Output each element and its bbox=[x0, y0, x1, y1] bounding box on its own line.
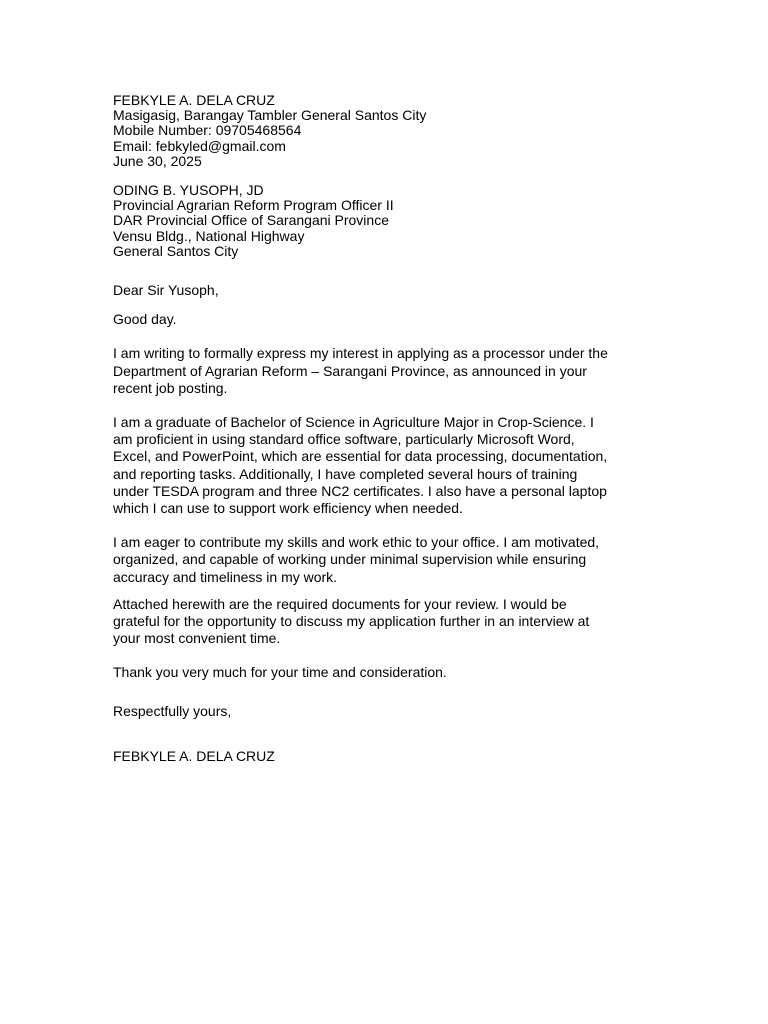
recipient-office: DAR Provincial Office of Sarangani Province bbox=[113, 212, 389, 229]
greeting: Good day. bbox=[113, 311, 177, 328]
paragraph-line: organized, and capable of working under minimal supervision while ensuring bbox=[113, 551, 587, 568]
paragraph-line: your most convenient time. bbox=[113, 630, 281, 647]
signature-name: FEBKYLE A. DELA CRUZ bbox=[113, 747, 275, 764]
paragraph-line: under TESDA program and three NC2 certificates. I also have a personal laptop bbox=[113, 482, 607, 499]
paragraph-line: and reporting tasks. Additionally, I have completed several hours of training bbox=[113, 465, 578, 482]
paragraph-interest bbox=[113, 345, 653, 397]
paragraph-thanks: Thank you very much for your time and consideration. bbox=[113, 664, 447, 681]
paragraph-line: Excel, and PowerPoint, which are essential for data processing, documentation, bbox=[113, 448, 608, 465]
recipient-city: General Santos City bbox=[113, 242, 239, 259]
paragraph-attachments bbox=[113, 596, 653, 648]
sender-address: Masigasig, Barangay Tambler General Santos City bbox=[113, 107, 427, 124]
paragraph-line: Department of Agrarian Reform – Sarangani Province, as announced in your bbox=[113, 362, 587, 379]
sender-mobile: Mobile Number: 09705468564 bbox=[113, 122, 302, 139]
paragraph-line: accuracy and timeliness in my work. bbox=[113, 568, 338, 585]
recipient-position: Provincial Agrarian Reform Program Officer II bbox=[113, 197, 394, 214]
paragraph-line: I am a graduate of Bachelor of Science in Agriculture Major in Crop-Science. I bbox=[113, 414, 594, 431]
closing: Respectfully yours, bbox=[113, 702, 232, 719]
paragraph-line: Attached herewith are the required documents for your review. I would be bbox=[113, 595, 567, 612]
sender-block bbox=[113, 93, 653, 169]
paragraph-line: I am eager to contribute my skills and work ethic to your office. I am motivated, bbox=[113, 534, 600, 551]
paragraph-line: which I can use to support work efficiency when needed. bbox=[113, 500, 463, 517]
recipient-building: Vensu Bldg., National Highway bbox=[113, 227, 305, 244]
paragraph-line: recent job posting. bbox=[113, 379, 228, 396]
letter-date: June 30, 2025 bbox=[113, 152, 202, 169]
paragraph-line: I am writing to formally express my interest in applying as a processor under the bbox=[113, 345, 608, 362]
paragraph-qualifications bbox=[113, 414, 653, 517]
sender-name: FEBKYLE A. DELA CRUZ bbox=[113, 92, 275, 108]
paragraph-line: grateful for the opportunity to discuss my application further in an interview at bbox=[113, 613, 590, 630]
sender-email: Email: febkyled@gmail.com bbox=[113, 137, 286, 154]
paragraph-line: am proficient in using standard office software, particularly Microsoft Word, bbox=[113, 431, 575, 448]
recipient-name: ODING B. YUSOPH, JD bbox=[113, 182, 264, 199]
letter-body bbox=[113, 93, 653, 765]
salutation: Dear Sir Yusoph, bbox=[113, 282, 219, 299]
recipient-block bbox=[113, 183, 653, 259]
paragraph-motivation bbox=[113, 534, 653, 586]
